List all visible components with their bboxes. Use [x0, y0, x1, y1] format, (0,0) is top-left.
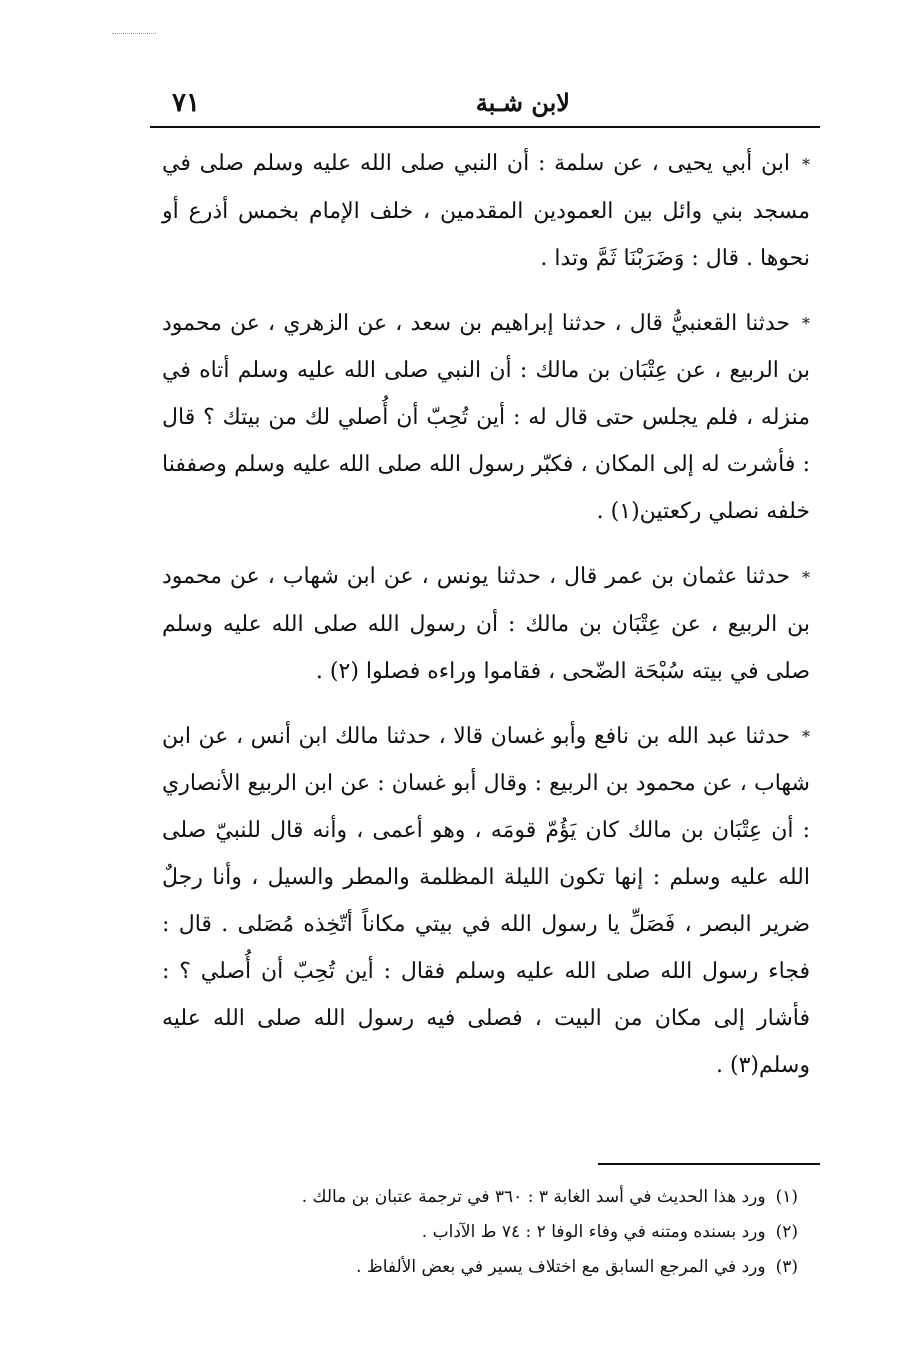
paragraph-bullet: * [802, 154, 810, 174]
paragraph [162, 140, 810, 282]
footnote-rule [598, 1163, 820, 1165]
paragraph-bullet: * [802, 567, 810, 587]
paragraph [162, 553, 810, 695]
footnote [162, 1180, 810, 1215]
paragraph [162, 300, 810, 536]
footnote-text: ورد بسنده ومتنه في وفاء الوفا ٢ : ٧٤ ط الآداب . [421, 1222, 766, 1242]
footnote-text: ورد هذا الحديث في أسد الغابة ٣ : ٣٦٠ في ترجمة عتبان بن مالك . [301, 1187, 766, 1207]
paragraph-text: حدثنا عثمان بن عمر قال ، حدثنا يونس ، عن ابن شهاب ، عن محمود بن الربيع ، عن عِتْبَان بن مالك : أن رسول الله صلى الله عليه وسلم صلى في بيته سُبْحَة الضّحى ، فقاموا وراءه فصلوا (٢) . [162, 564, 810, 684]
paragraph-text: حدثنا عبد الله بن نافع وأبو غسان قالا ، حدثنا مالك ابن أنس ، عن ابن شهاب ، عن محمود بن الربيع : وقال أبو غسان : عن ابن الربيع الأنصاري : أن عِتْبَان بن مالك كان يَؤُمّ قومَه ، وهو أعمى ، وأنه قال للنبيّ صلى الله عليه وسلم : إنها تكون الليلة المظلمة والمطر والسيل ، وأنا رجلٌ ضرير البصر ، فَصَلِّ يا رسول الله في بيتي مكاناً أتّخِذه مُصَلى . قال : فجاء رسول الله صلى الله عليه وسلم فقال : أين تُحِبّ أن أُصلي ؟ : فأشار إلى مكان من البيت ، فصلى فيه رسول الله صلى الله عليه وسلم(٣) . [162, 723, 810, 1078]
paragraph-text: حدثنا القعنبيُّ قال ، حدثنا إبراهيم بن سعد ، عن الزهري ، عن محمود بن الربيع ، عن عِتْبَان بن مالك : أن النبي صلى الله عليه وسلم أتاه في منزله ، فلم يجلس حتى قال له : أين تُحِبّ أن أُصلي لك من بيتك ؟ قال : فأشرت له إلى المكان ، فكبّر رسول الله صلى الله عليه وسلم وصففنا خلفه نصلي ركعتين(١) . [162, 310, 810, 524]
header-rule [150, 126, 820, 128]
paragraph [162, 713, 810, 1090]
footnote-number: (٢) [775, 1222, 798, 1242]
page-number: ٧١ [172, 88, 200, 118]
page-header [150, 88, 820, 126]
paragraph-text: ابن أبي يحيى ، عن سلمة : أن النبي صلى الله عليه وسلم صلى في مسجد بني وائل بين العمودين المقدمين ، خلف الإمام بخمس أذرع أو نحوها . قال : وَضَرَبْنَا ثَمَّ وتدا . [162, 151, 810, 271]
footnotes [162, 1180, 810, 1285]
scan-artifact [112, 33, 156, 35]
footnote-text: ورد في المرجع السابق مع اختلاف يسير في بعض الألفاظ . [356, 1257, 766, 1277]
paragraph-bullet: * [802, 314, 810, 333]
running-title: لابن شـبة [475, 88, 570, 117]
footnote-number: (٣) [775, 1257, 798, 1277]
main-text [162, 140, 810, 1107]
paragraph-bullet: * [802, 727, 810, 746]
footnote [162, 1215, 810, 1250]
footnote [162, 1250, 810, 1285]
footnote-number: (١) [775, 1187, 798, 1207]
